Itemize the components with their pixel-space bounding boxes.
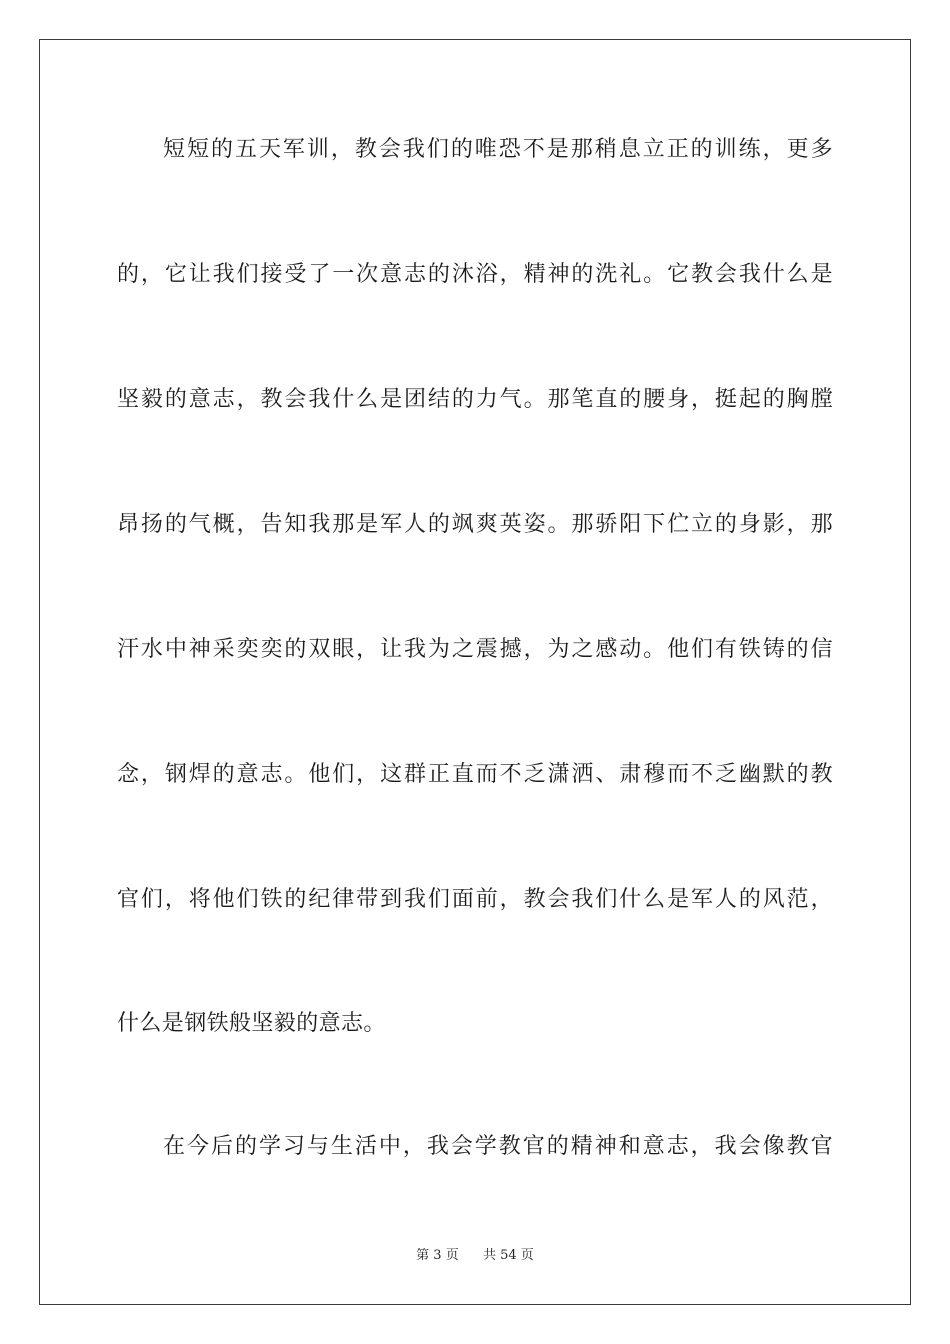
page-footer xyxy=(0,1247,950,1265)
page-border xyxy=(39,39,911,1305)
paragraph-1-line-2: 的，它让我们接受了一次意志的沐浴，精神的洗礼。它教会我什么是 xyxy=(117,262,833,287)
paragraph-1-line-6: 念，钢焊的意志。他们，这群正直而不乏潇洒、肃穆而不乏幽默的教 xyxy=(117,762,833,787)
paragraph-1-line-8: 什么是钢铁般坚毅的意志。 xyxy=(117,1011,386,1036)
page-number: 第 3 页 xyxy=(416,1248,459,1263)
paragraph-1-line-7: 官们，将他们铁的纪律带到我们面前，教会我们什么是军人的风范， xyxy=(117,887,833,912)
page-total: 共 54 页 xyxy=(483,1248,534,1263)
paragraph-1-line-4: 昂扬的气概，告知我那是军人的飒爽英姿。那骄阳下伫立的身影，那 xyxy=(117,512,833,537)
paragraph-1-line-3: 坚毅的意志，教会我什么是团结的力气。那笔直的腰身，挺起的胸膛 xyxy=(117,387,833,412)
paragraph-1-line-5: 汗水中神采奕奕的双眼，让我为之震撼，为之感动。他们有铁铸的信 xyxy=(117,637,833,662)
paragraph-2-line-1: 在今后的学习与生活中，我会学教官的精神和意志，我会像教官 xyxy=(163,1134,833,1159)
paragraph-1-line-1: 短短的五天军训，教会我们的唯恐不是那稍息立正的训练，更多 xyxy=(163,137,833,162)
